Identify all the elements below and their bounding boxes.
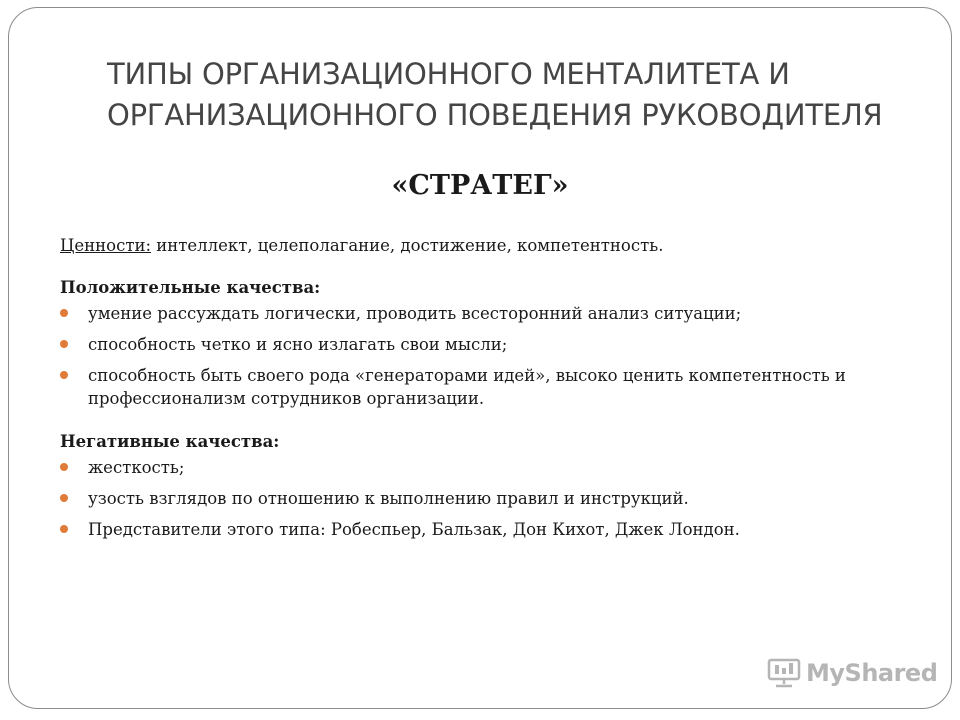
presentation-board-icon [766, 658, 802, 688]
list-item [60, 518, 920, 541]
negative-list [60, 456, 920, 541]
slide-title [107, 54, 927, 136]
bullet-icon [60, 371, 68, 379]
positive-list [60, 302, 920, 410]
positive-heading: Положительные качества: [60, 278, 321, 297]
list-item-text: способность быть своего рода «генераторами идей», высоко ценить компетентность и профессионализм сотрудников организации. [88, 366, 846, 408]
bullet-icon [60, 525, 68, 533]
list-item-text: умение рассуждать логически, проводить всесторонний анализ ситуации; [88, 304, 742, 323]
list-item-text: Представители этого типа: Робеспьер, Бальзак, Дон Кихот, Джек Лондон. [88, 520, 740, 539]
values-text: интеллект, целеполагание, достижение, компетентность. [151, 236, 664, 255]
bullet-icon [60, 309, 68, 317]
bullet-icon [60, 340, 68, 348]
list-item [60, 302, 920, 325]
bullet-icon [60, 494, 68, 502]
values-label: Ценности: [60, 236, 152, 255]
watermark-text: MyShared [806, 659, 938, 687]
slide-content [60, 234, 920, 549]
list-item-text: узость взглядов по отношению к выполнению правил и инструкций. [88, 489, 689, 508]
values-line [60, 234, 920, 257]
list-item [60, 456, 920, 479]
list-item-text: жесткость; [88, 458, 185, 477]
bullet-icon [60, 463, 68, 471]
list-item [60, 487, 920, 510]
watermark-logo [766, 656, 937, 690]
list-item-text: способность четко и ясно излагать свои мысли; [88, 335, 508, 354]
negative-heading: Негативные качества: [60, 432, 280, 451]
list-item [60, 364, 920, 410]
slide-title-line-2: ОРГАНИЗАЦИОННОГО ПОВЕДЕНИЯ РУКОВОДИТЕЛЯ [107, 98, 883, 132]
list-item [60, 333, 920, 356]
slide-title-line-1: ТИПЫ ОРГАНИЗАЦИОННОГО МЕНТАЛИТЕТА И [107, 57, 790, 91]
slide-subtitle: «СТРАТЕГ» [391, 170, 569, 201]
